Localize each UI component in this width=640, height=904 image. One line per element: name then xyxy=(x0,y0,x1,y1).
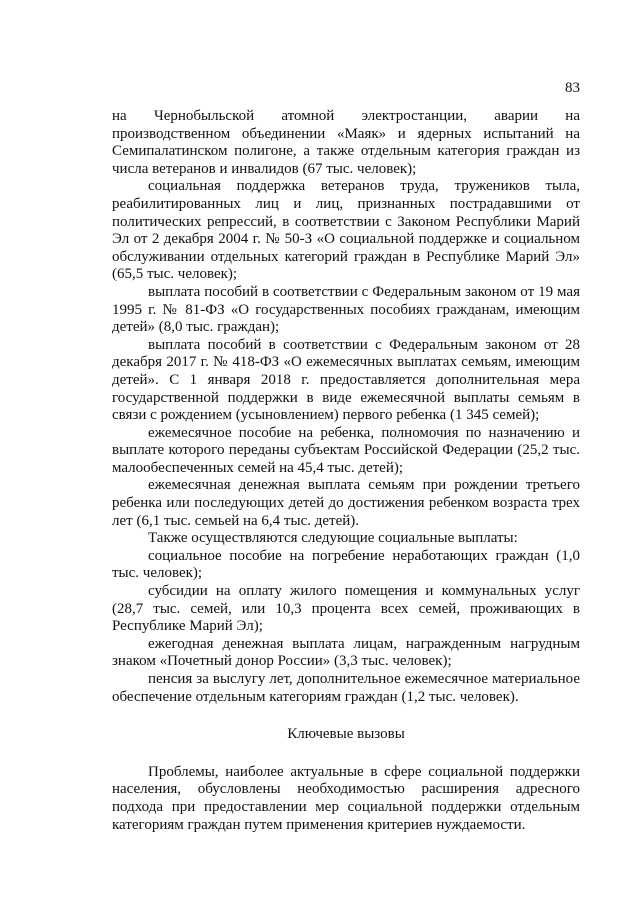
paragraph-benefits-418fz: выплата пособий в соответствии с Федеральным законом от 28 декабря 2017 г. № 418-ФЗ «О ежемесячных выплатах семьям, имеющим детей». С 1 января 2018 г. предоставляется дополнительная мера государственной поддержки в виде ежемесячной выплаты семьям в связи с рождением (усыновлением) первого ребенка (1 345 семей); xyxy=(112,336,580,424)
paragraph-other-payments-intro: Также осуществляются следующие социальные выплаты: xyxy=(148,530,518,547)
paragraph-service-pension: пенсия за выслугу лет, дополнительное ежемесячное материальное обеспечение отдельным категориям граждан (1,2 тыс. человек). xyxy=(112,671,580,705)
paragraph-continuation: на Чернобыльской атомной электростанции, аварии на производственном объединении «Маяк» и ядерных испытаний на Семипалатинском полигоне, а также отдельным категория граждан из числа ветеранов и инвалидов (67 тыс. человек); xyxy=(112,108,580,177)
paragraph-benefits-81fz: выплата пособий в соответствии с Федеральным законом от 19 мая 1995 г. № 81-ФЗ «О государственных пособиях гражданам, имеющим детей» (8,0 тыс. граждан); xyxy=(112,283,580,336)
paragraph-housing-subsidies: субсидии на оплату жилого помещения и коммунальных услуг (28,7 тыс. семей, или 10,3 процента всех семей, проживающих в Республике Марий Эл); xyxy=(112,583,580,635)
page-number: 83 xyxy=(565,80,580,96)
paragraph-veterans-support: социальная поддержка ветеранов труда, тружеников тыла, реабилитированных лиц и лиц, признанных пострадавшими от политических репрессий, в соответствии с Законом Республики Марий Эл от 2 декабря 2004 г. № 50-З «О социальной поддержке и социальном обслуживании отдельных категорий граждан в Республике Марий Эл» (65,5 тыс. человек); xyxy=(112,178,580,283)
section-heading: Ключевые вызовы xyxy=(287,726,405,743)
paragraph-donor-payment: ежегодная денежная выплата лицам, награжденным нагрудным знаком «Почетный донор России» (3,3 тыс. человек); xyxy=(112,635,580,670)
paragraph-child-allowance: ежемесячное пособие на ребенка, полномочия по назначению и выплате которого переданы субъектам Российской Федерации (25,2 тыс. малообеспеченных семей на 45,4 тыс. детей); xyxy=(112,424,580,476)
paragraph-key-challenges: Проблемы, наиболее актуальные в сфере социальной поддержки населения, обусловлены необходимостью расширения адресного подхода при предоставлении мер социальной поддержки отдельным категориям граждан путем применения критериев нуждаемости. xyxy=(112,763,580,833)
document-body xyxy=(112,108,580,834)
paragraph-funeral-allowance: социальное пособие на погребение неработающих граждан (1,0 тыс. человек); xyxy=(112,547,580,582)
paragraph-third-child-payment: ежемесячная денежная выплата семьям при рождении третьего ребенка или последующих детей до достижения ребенком возраста трех лет (6,1 тыс. семьей на 6,4 тыс. детей). xyxy=(112,477,580,529)
